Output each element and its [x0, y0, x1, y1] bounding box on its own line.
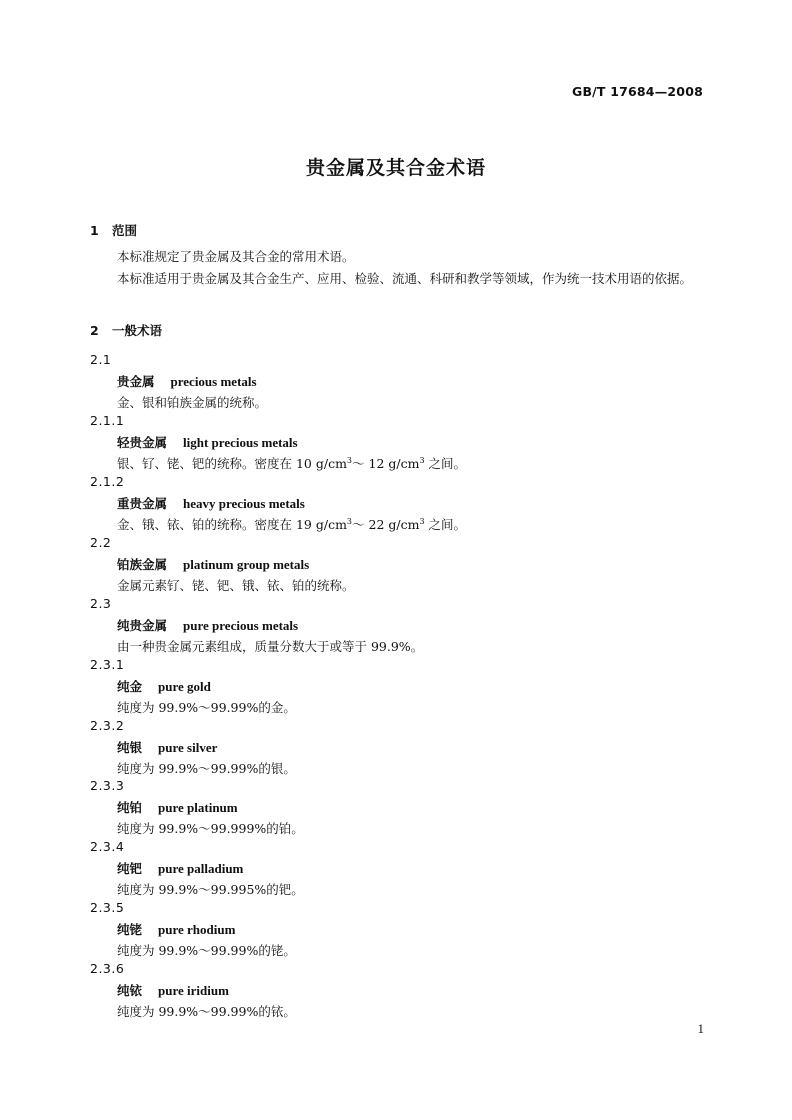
clause-number: 2.3.4 — [90, 839, 125, 854]
section-number: 1 — [90, 223, 99, 238]
term-line — [117, 616, 298, 634]
term-zh: 纯贵金属 — [117, 618, 168, 633]
clause-number: 2.3.6 — [90, 961, 125, 976]
term-line — [117, 981, 229, 999]
term-definition: 纯度为 99.9%～99.999%的铂。 — [117, 821, 304, 836]
term-line — [117, 920, 235, 938]
clause-number: 2.1.2 — [90, 474, 125, 489]
scope-paragraph-1: 本标准规定了贵金属及其合金的常用术语。 — [117, 249, 355, 264]
term-definition: 银、钌、铑、钯的统称。密度在 10 $g/cm^3\sim$ 12 $g/cm^3$ 之间。 — [117, 455, 467, 471]
clause-number: 2.3.5 — [90, 900, 125, 915]
term-line — [117, 494, 305, 512]
term-en: pure silver — [158, 740, 218, 755]
term-zh: 重贵金属 — [117, 496, 168, 511]
section-heading-scope — [90, 221, 137, 239]
term-en: heavy precious metals — [183, 496, 305, 511]
clause-number: 2.1 — [90, 352, 112, 367]
term-line — [117, 859, 243, 877]
term-en: pure iridium — [158, 983, 229, 998]
term-definition: 纯度为 99.9%～99.995%的钯。 — [117, 882, 304, 897]
term-en: platinum group metals — [183, 557, 310, 572]
term-definition: 由一种贵金属元素组成，质量分数大于或等于 99.9%。 — [117, 639, 424, 654]
standard-code: GB/T 17684—2008 — [571, 84, 703, 99]
term-definition: 金属元素钌、铑、钯、锇、铱、铂的统称。 — [117, 578, 355, 593]
term-en: pure palladium — [158, 861, 244, 876]
term-definition: 纯度为 99.9%～99.99%的金。 — [117, 700, 296, 715]
term-en: pure rhodium — [158, 922, 236, 937]
term-zh: 纯铱 — [117, 983, 143, 998]
term-line — [117, 738, 217, 756]
clause-number: 2.3.2 — [90, 718, 125, 733]
term-en: pure precious metals — [183, 618, 299, 633]
term-definition: 金、银和铂族金属的统称。 — [117, 395, 268, 410]
term-zh: 纯银 — [117, 740, 143, 755]
clause-number: 2.1.1 — [90, 413, 125, 428]
document-title: 贵金属及其合金术语 — [305, 157, 486, 179]
term-zh: 纯铂 — [117, 800, 143, 815]
term-definition: 金、锇、铱、铂的统称。密度在 19 $g/cm^3\sim$ 22 $g/cm^3$ 之间。 — [117, 516, 467, 532]
term-line — [117, 433, 298, 451]
section-title: 一般术语 — [112, 323, 163, 338]
section-number: 2 — [90, 323, 99, 338]
term-zh: 铂族金属 — [117, 557, 168, 572]
term-definition: 纯度为 99.9%～99.99%的铑。 — [117, 943, 296, 958]
section-heading-general-terms — [90, 321, 162, 339]
term-en: precious metals — [170, 374, 257, 389]
term-definition: 纯度为 99.9%～99.99%的铱。 — [117, 1004, 296, 1019]
clause-number: 2.2 — [90, 535, 112, 550]
clause-number: 2.3 — [90, 596, 112, 611]
term-zh: 贵金属 — [117, 374, 155, 389]
clause-number: 2.3.1 — [90, 657, 125, 672]
term-line — [117, 677, 211, 695]
term-line — [117, 798, 238, 816]
term-en: pure gold — [158, 679, 211, 694]
term-zh: 轻贵金属 — [117, 435, 168, 450]
term-en: pure platinum — [158, 800, 238, 815]
clause-number: 2.3.3 — [90, 778, 125, 793]
page-number: 1 — [697, 1021, 704, 1036]
term-definition: 纯度为 99.9%～99.99%的银。 — [117, 761, 296, 776]
term-line — [117, 555, 309, 573]
term-line — [117, 372, 257, 390]
term-zh: 纯金 — [117, 679, 143, 694]
term-en: light precious metals — [183, 435, 298, 450]
scope-paragraph-2: 本标准适用于贵金属及其合金生产、应用、检验、流通、科研和教学等领域，作为统一技术用语的依据。 — [117, 271, 693, 286]
term-zh: 纯钯 — [117, 861, 143, 876]
section-title: 范围 — [112, 223, 138, 238]
term-zh: 纯铑 — [117, 922, 143, 937]
